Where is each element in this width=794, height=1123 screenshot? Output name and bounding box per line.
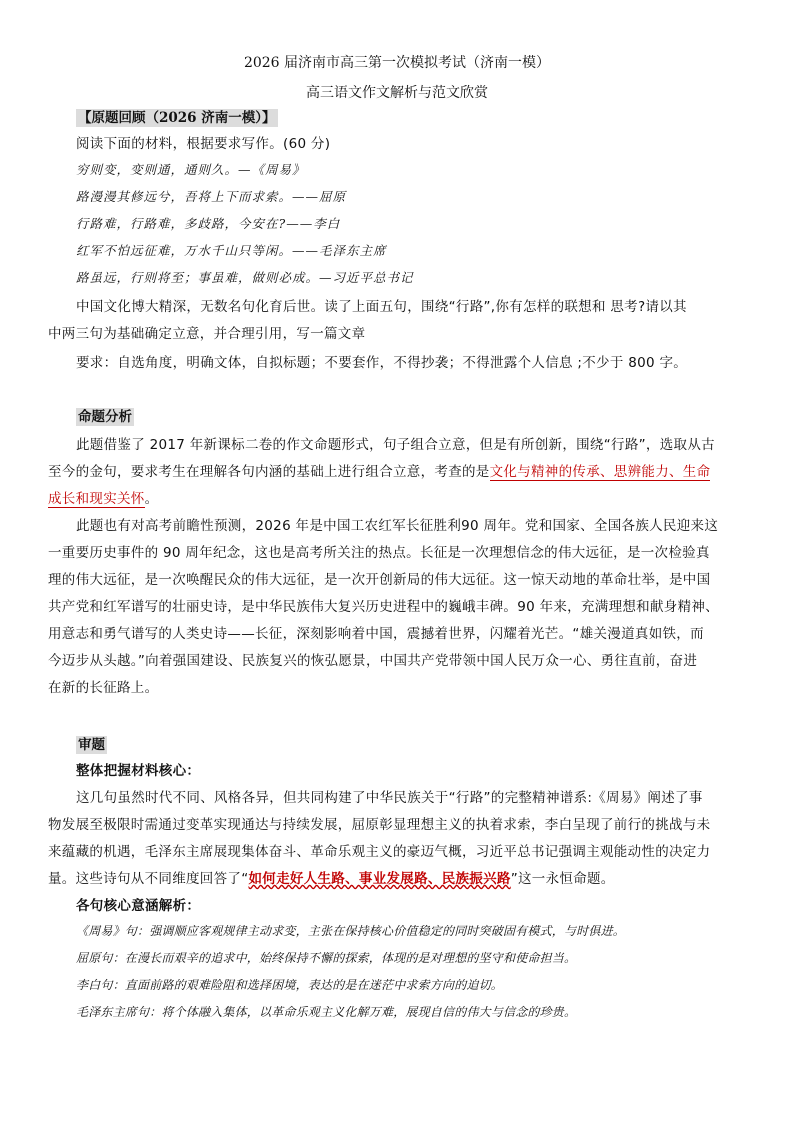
quote-item: 穷则变，变则通，通则久。—《周易》 (76, 162, 306, 177)
analysis-item: 屈原句：在漫长而艰辛的追求中，始终保持不懈的探索，体现的是对理想的坚守和使命担当。 (76, 951, 577, 965)
paragraph-line: 物发展至极限时需通过变革实现通达与持续发展，屈原彰显理想主义的执着求索，李白呈现了前行的挑战与未 (48, 817, 711, 833)
requirement-text: 要求：自选角度，明确文体，自拟标题；不要套作，不得抄袭；不得泄露个人信息 ;不少于 800 字。 (76, 355, 688, 371)
prompt-text: 中国文化博大精深，无数名句化育后世。读了上面五句，围绕“行路”,你有怎样的联想和 思考?请以其 (76, 299, 687, 315)
analysis-item: 《周易》句：强调顺应客观规律主动求变，主张在保持核心价值稳定的同时突破固有模式，与时俱进。 (76, 924, 626, 938)
document-subtitle: 高三语文作文解析与范文欣赏 (306, 85, 488, 101)
paragraph-line: 在新的长征路上。 (48, 680, 159, 696)
quote-item: 红军不怕远征难，万水千山只等闲。——毛泽东主席 (76, 243, 387, 258)
review-heading-text: 【原题回顾（2026 济南一模）】 (78, 110, 276, 126)
paragraph-line: 一重要历史事件的 90 周年纪念，这也是高考所关注的热点。长征是一次理想信念的伟大远征，是一次检验真 (48, 545, 710, 561)
paragraph-line (48, 487, 158, 507)
review-heading (76, 106, 278, 126)
paragraph-line: 此题借鉴了 2017 年新课标二卷的作文命题形式，句子组合立意，但是有所创新，围绕“行路”，选取从古 (76, 437, 715, 453)
paragraph-line: 来蕴藏的机遇，毛泽东主席展现集体奋斗、革命乐观主义的豪迈气概，习近平总书记强调主观能动性的决定力 (48, 844, 711, 860)
examine-heading-text: 审题 (78, 737, 105, 753)
quote-item: 路漫漫其修远兮，吾将上下而求索。——屈原 (76, 189, 347, 204)
subheading: 各句核心意涵解析： (76, 898, 201, 914)
paragraph-line: 用意志和勇气谱写的人类史诗——长征，深刻影响着中国，震撼着世界，闪耀着光芒。“雄关漫道真如铁，而 (48, 626, 704, 642)
paragraph-line: 共产党和红军谱写的壮丽史诗，是中华民族伟大复兴历史进程中的巍峨丰碑。90 年来，充满理想和献身精神、 (48, 599, 719, 615)
paragraph-text: 量。这些诗句从不同维度回答了“ (48, 871, 249, 887)
examine-heading (76, 733, 107, 753)
paragraph-line: 今迈步从头越。”向着强国建设、民族复兴的恢弘愿景，中国共产党带领中国人民万众一心、勇往直前，奋进 (48, 653, 698, 669)
paragraph-text: ”这一永恒命题。 (510, 871, 615, 887)
paragraph-text: 至今的金句，要求考生在理解各句内涵的基础上进行组合立意，考查的是 (48, 464, 490, 480)
highlight-text: 如何走好人生路、事业发展路、民族振兴路 (248, 871, 511, 887)
paragraph-line (48, 460, 710, 480)
document-title: 2026 届济南市高三第一次模拟考试（济南一模） (243, 55, 551, 71)
paragraph-line (48, 867, 615, 887)
prompt-text: 中两三句为基础确定立意，并合理引用，写一篇文章 (48, 326, 366, 342)
analysis-item: 毛泽东主席句：将个体融入集体，以革命乐观主义化解万难，展现自信的伟大与信念的珍贵。 (76, 1005, 577, 1019)
paragraph-text: 。 (144, 491, 159, 507)
paragraph-line: 理的伟大远征，是一次唤醒民众的伟大远征，是一次开创新局的伟大远征。这一惊天动地的革命壮举，是中国 (48, 572, 711, 588)
analysis-heading (76, 405, 134, 425)
paragraph-line: 此题也有对高考前瞻性预测，2026 年是中国工农红军长征胜利90 周年。党和国家、全国各族人民迎来这 (76, 518, 719, 534)
review-instruction: 阅读下面的材料，根据要求写作。(60 分) (76, 136, 331, 152)
paragraph-line: 这几句虽然时代不同、风格各异，但共同构建了中华民族关于“行路”的完整精神谱系:《周易》阐述了事 (76, 790, 703, 806)
subheading: 整体把握材料核心： (76, 763, 201, 779)
highlight-text: 文化与精神的传承、思辨能力、生命 (489, 464, 711, 480)
quote-item: 行路难，行路难，多歧路，今安在?——李白 (76, 216, 341, 231)
analysis-heading-text: 命题分析 (78, 409, 132, 425)
highlight-text: 成长和现实关怀 (48, 491, 145, 507)
analysis-item: 李白句：直面前路的艰难险阻和选择困境，表达的是在迷茫中求索方向的迫切。 (76, 978, 504, 992)
quote-item: 路虽远，行则将至；事虽难，做则必成。—习近平总书记 (76, 270, 414, 285)
